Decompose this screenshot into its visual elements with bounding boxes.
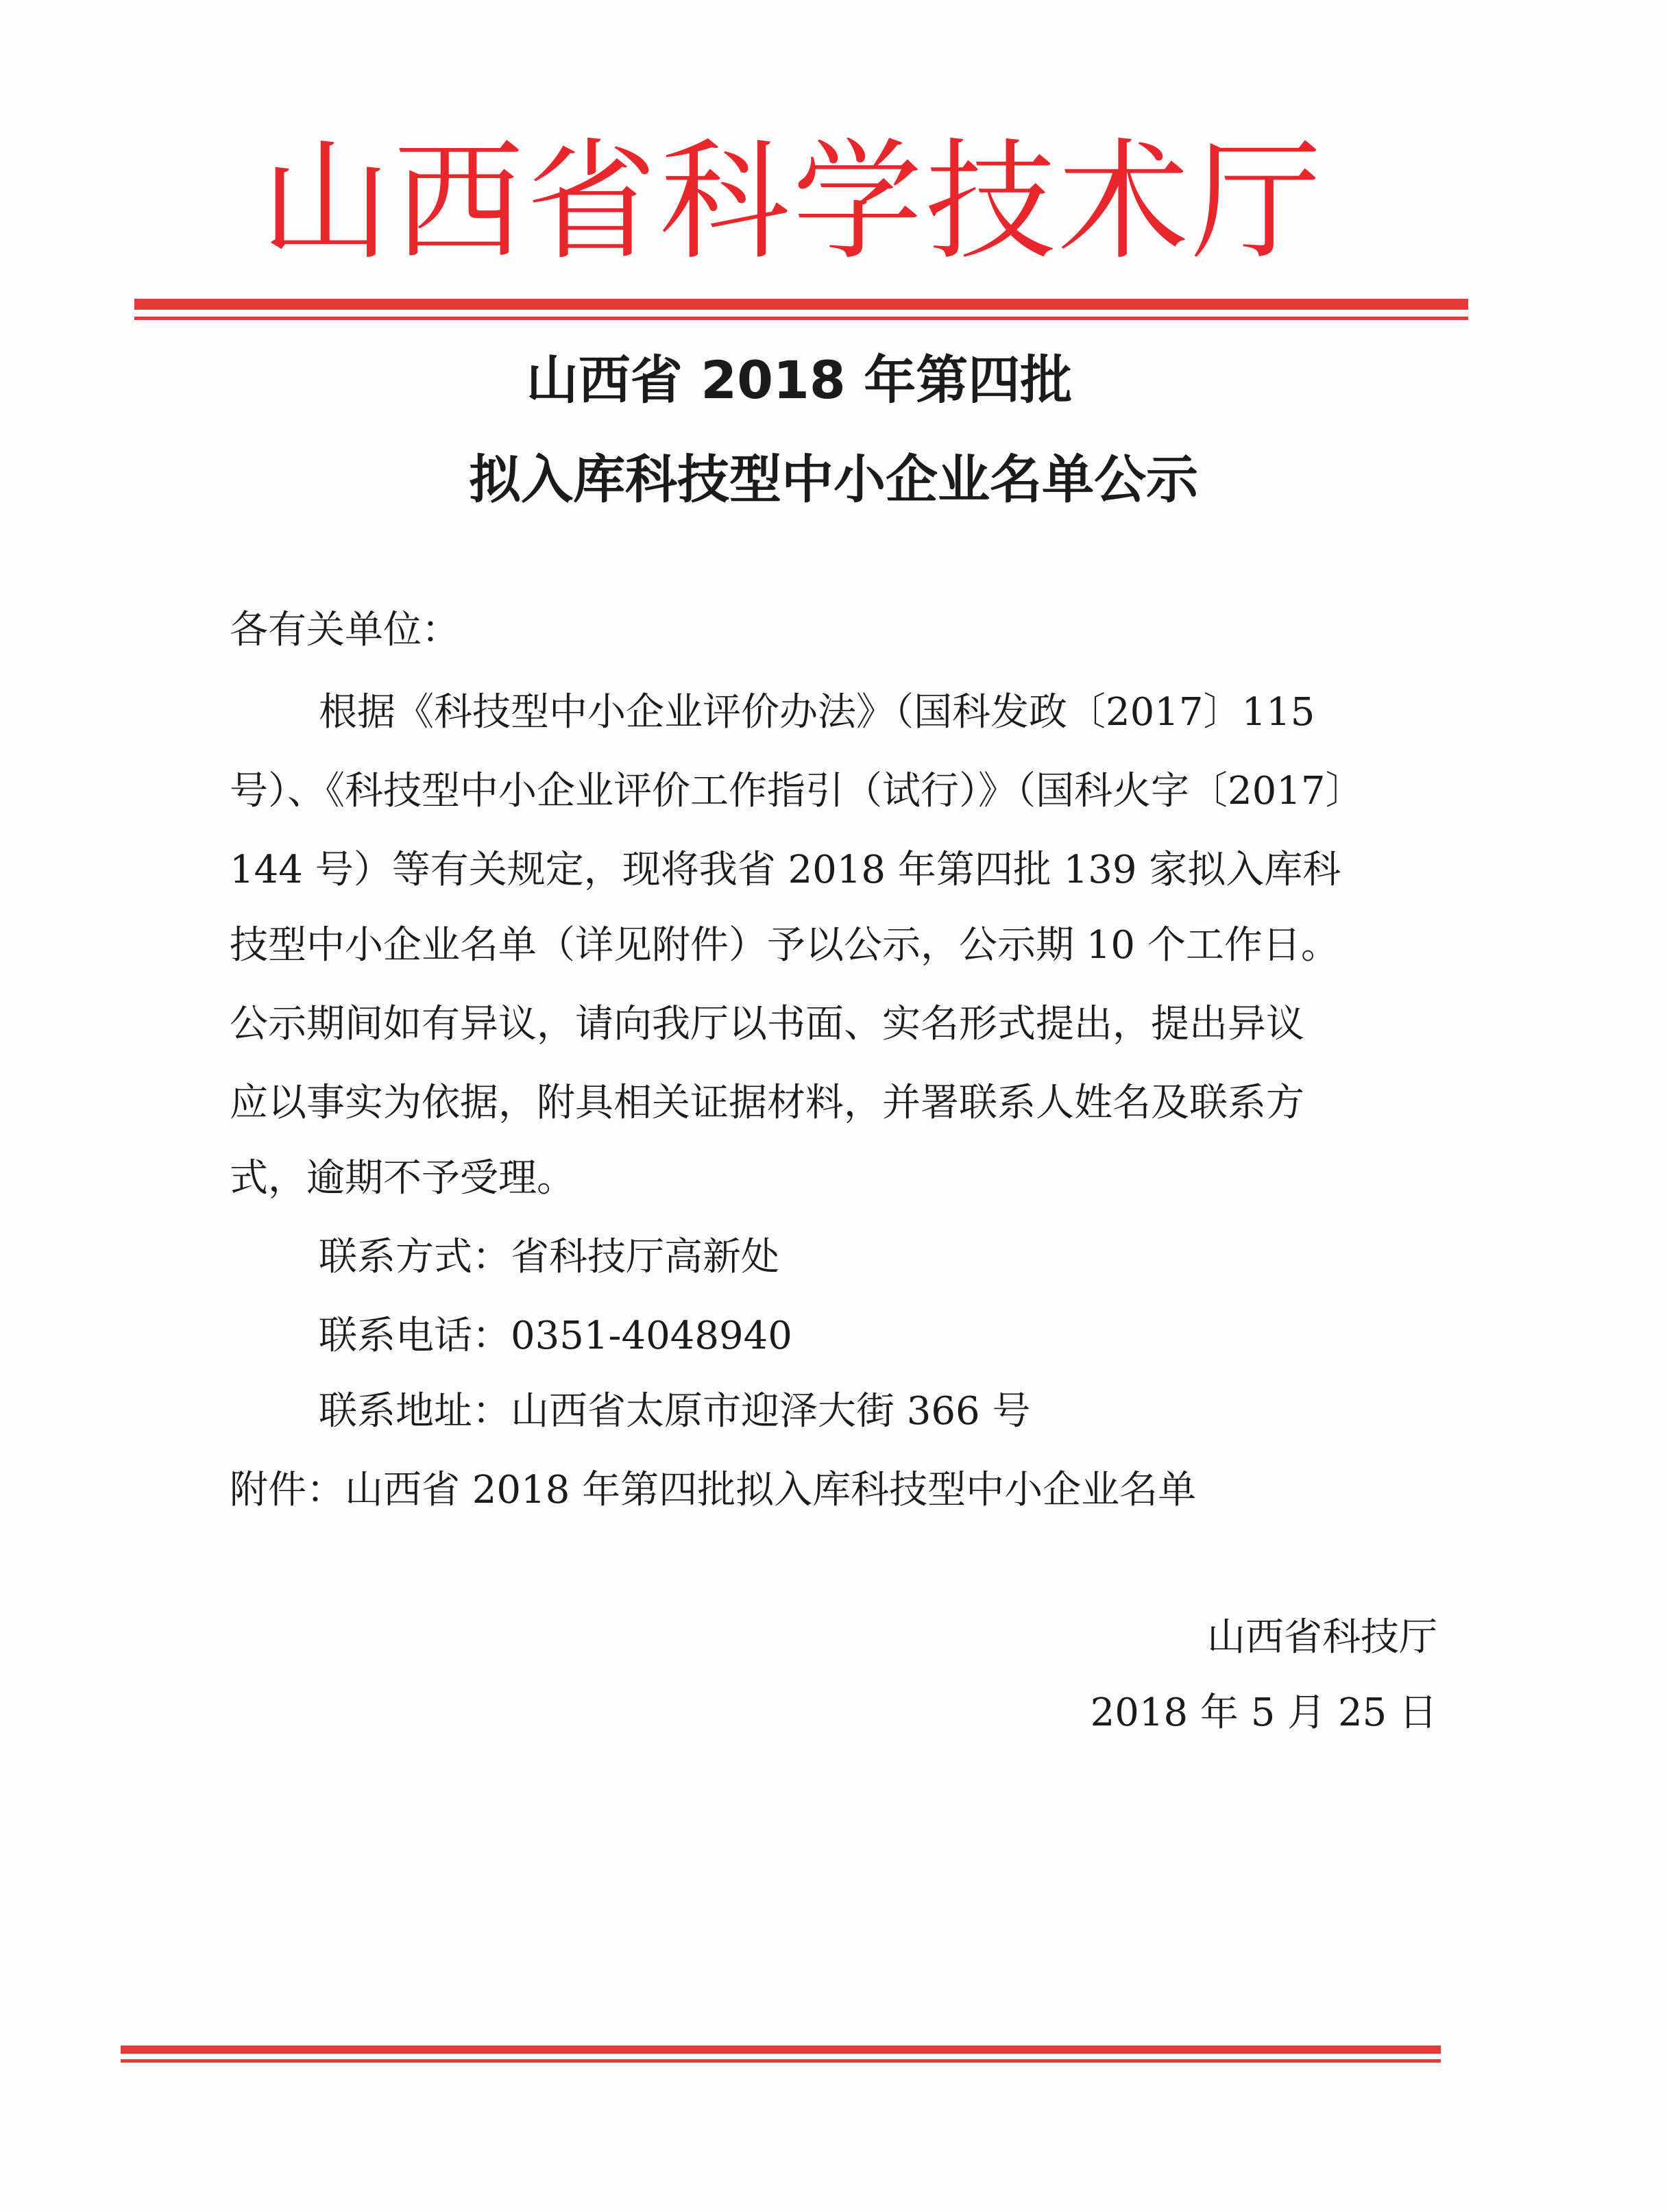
issuer-name: 山西省科技厅 xyxy=(1207,1615,1437,1660)
document-title-line-2: 拟入库科技型中小企业名单公示 xyxy=(469,449,1198,510)
paragraph-line: 号）、《科技型中小企业评价工作指引（试行）》（国科火字〔2017〕 xyxy=(230,769,1364,813)
paragraph-line: 根据《科技型中小企业评价办法》（国科发政〔2017〕115 xyxy=(319,690,1315,735)
footer-rule-thin xyxy=(121,2059,1441,2063)
paragraph-line: 式，逾期不予受理。 xyxy=(230,1156,575,1201)
paragraph-line: 公示期间如有异议，请向我厅以书面、实名形式提出，提出异议 xyxy=(230,1002,1304,1046)
agency-letterhead: 山西省科学技术厅 xyxy=(260,126,1325,278)
letterhead-rule-thin xyxy=(134,317,1468,320)
paragraph-line: 技型中小企业名单（详见附件）予以公示，公示期 10 个工作日。 xyxy=(230,923,1339,968)
salutation: 各有关单位： xyxy=(230,608,460,652)
paragraph-line: 144 号）等有关规定，现将我省 2018 年第四批 139 家拟入库科 xyxy=(230,848,1341,892)
footer-rule-thick xyxy=(121,2045,1441,2054)
signature-block xyxy=(1097,1562,1426,1768)
contact-address: 联系地址：山西省太原市迎泽大街 366 号 xyxy=(319,1389,1031,1434)
contact-phone: 联系电话：0351-4048940 xyxy=(319,1314,792,1358)
letterhead-rule-thick xyxy=(134,299,1468,310)
paragraph-line: 应以事实为依据，附具相关证据材料，并署联系人姓名及联系方 xyxy=(230,1081,1304,1125)
document-title-line-1: 山西省 2018 年第四批 xyxy=(526,349,1073,410)
contact-method: 联系方式：省科技厅高新处 xyxy=(319,1235,779,1279)
attachment-note: 附件：山西省 2018 年第四批拟入库科技型中小企业名单 xyxy=(230,1468,1197,1512)
issue-date: 2018 年 5 月 25 日 xyxy=(1090,1691,1437,1735)
